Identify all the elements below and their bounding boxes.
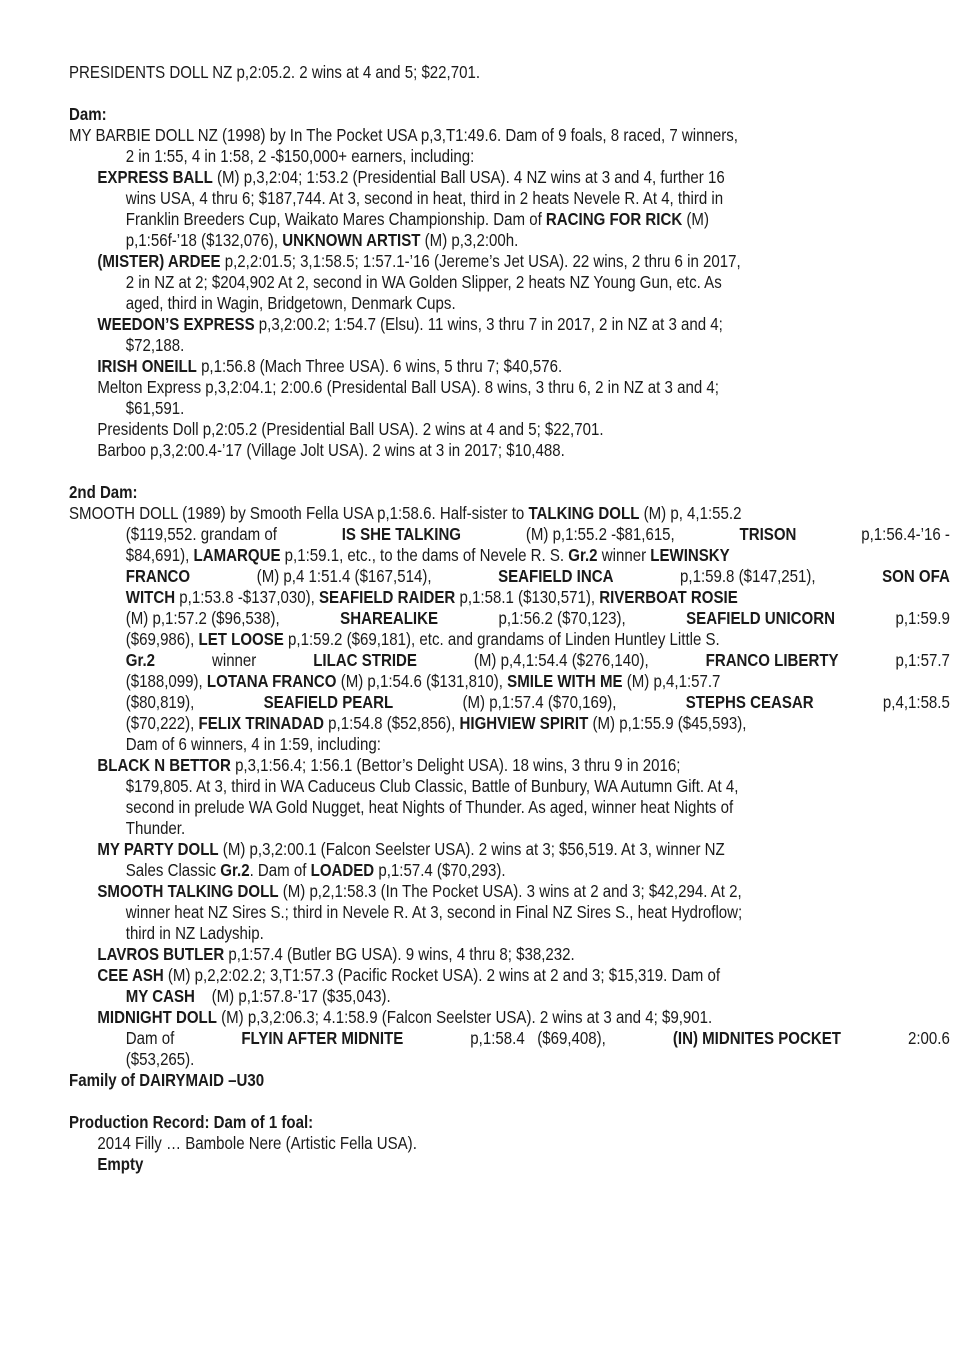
- horse-name: LAVROS BUTLER: [97, 944, 225, 964]
- progeny-melton-express: [69, 377, 893, 419]
- sd-line: ($69,986), LET LOOSE p,1:59.2 ($69,181), etc. and grandams of Linden Huntley Little S.: [125, 629, 720, 649]
- horse-record: p,3,2:00.2; 1:54.7 (Elsu). 11 wins, 3 thru 7 in 2017, 2 in NZ at 3 and 4;: [254, 314, 723, 334]
- horse-record: $179,805. At 3, third in WA Caduceus Club Classic, Battle of Bunbury, WA Autumn Gift. At 4,: [125, 776, 739, 796]
- pedigree-page: [69, 62, 950, 1175]
- progeny-my-party-doll: MY PARTY DOLL (M) p,3,2:00.1 (Falcon Seelster USA). 2 wins at 3; $56,519. At 3, winner NZ Sales Classic Gr.2. Dam of LOADED p,1:57.4 ($70,293).: [97, 839, 725, 880]
- horse-name: LAMARQUE: [193, 545, 281, 565]
- progeny-midnight-doll: MIDNIGHT DOLL (M) p,3,2:06.3; 4.1:58.9 (Falcon Seelster USA). 2 wins at 3 and 4; $9,901. Dam of FLYIN AFTER MIDNITE p,1:58.4 ($69,408), (IN) MIDNITES POCKET 2:00.6 ($53,265).: [69, 1007, 893, 1070]
- horse-name: UNKNOWN ARTIST: [282, 230, 421, 250]
- progeny-weedons-express: [69, 314, 893, 356]
- horse-name: HIGHVIEW SPIRIT: [459, 713, 589, 733]
- horse-record: winner heat NZ Sires S.; third in Nevele R. At 3, second in Final NZ Sires S., heat Hydroflow;: [125, 902, 743, 922]
- sd-line: ($188,099), LOTANA FRANCO (M) p,1:54.6 ($131,810), SMILE WITH ME (M) p,4,1:57.7: [125, 671, 721, 691]
- horse-name: RIVERBOAT ROSIE: [599, 587, 738, 607]
- sd-line: Gr.2 winner LILAC STRIDE (M) p,4,1:54.4 ($276,140), FRANCO LIBERTY p,1:57.7: [125, 650, 950, 670]
- dam-intro: MY BARBIE DOLL NZ (1998) by In The Pocket USA p,3,T1:49.6. Dam of 9 foals, 8 raced, 7 winners,: [69, 125, 738, 145]
- dam-heading: Dam:: [69, 104, 107, 124]
- horse-name: WITCH: [125, 587, 176, 607]
- horse-name: BLACK N BETTOR: [97, 755, 231, 775]
- progeny-cee-ash: [69, 965, 893, 1007]
- horse-name: LEWINSKY: [650, 545, 730, 565]
- horse-name: MY PARTY DOLL: [97, 839, 219, 859]
- horse-record: $61,591.: [125, 398, 185, 418]
- horse-name: MY CASH: [125, 986, 195, 1006]
- sd-line: WITCH p,1:53.8 -$137,030), SEAFIELD RAIDER p,1:58.1 ($130,571), RIVERBOAT ROSIE: [125, 587, 738, 607]
- horse-record: third in NZ Ladyship.: [125, 923, 264, 943]
- horse-record: (M) p,3,2:04; 1:53.2 (Presidential Ball USA). 4 NZ wins at 3 and 4, further 16: [212, 167, 725, 187]
- horse-name: SMOOTH TALKING DOLL: [97, 881, 279, 901]
- horse-name: SEAFIELD INCA: [498, 566, 614, 586]
- horse-name: STEPHS CEASAR: [685, 692, 814, 712]
- production-foal: 2014 Filly … Bambole Nere (Artistic Fella USA).: [97, 1133, 417, 1153]
- horse-name: FRANCO LIBERTY: [705, 650, 839, 670]
- horse-name: LOTANA FRANCO: [206, 671, 337, 691]
- horse-record: ($53,265).: [125, 1049, 195, 1069]
- horse-record: (M) p,3,2:00.1 (Falcon Seelster USA). 2 wins at 3; $56,519. At 3, winner NZ: [218, 839, 725, 859]
- horse-record: (M) p,1:57.8-’17 ($35,043).: [194, 986, 391, 1006]
- horse-name: TRISON: [739, 524, 797, 544]
- horse-name: (MISTER) ARDEE: [97, 251, 221, 271]
- horse-name: RACING FOR RICK: [545, 209, 683, 229]
- progeny-ardee: [69, 251, 893, 314]
- production-status: Empty: [97, 1154, 144, 1174]
- family-line: Family of DAIRYMAID –U30: [69, 1070, 265, 1090]
- horse-record: p,1:57.4 (Butler BG USA). 9 wins, 4 thru 8; $38,232.: [224, 944, 575, 964]
- horse-name: SEAFIELD UNICORN: [686, 608, 835, 628]
- horse-record: p,2,2:01.5; 3,1:58.5; 1:57.1-’16 (Jereme’s Jet USA). 22 wins, 2 thru 6 in 2017,: [220, 251, 741, 271]
- horse-name: CEE ASH: [97, 965, 164, 985]
- horse-record: $72,188.: [125, 335, 185, 355]
- horse-record: second in prelude WA Gold Nugget, heat Nights of Thunder. As aged, winner heat Nights of: [125, 797, 734, 817]
- horse-name: FLYIN AFTER MIDNITE: [241, 1028, 404, 1048]
- horse-record: Melton Express p,3,2:04.1; 2:00.6 (Presidental Ball USA). 8 wins, 3 thru 6, 2 in NZ at 3 and 4;: [97, 377, 719, 397]
- sd-line: FRANCO (M) p,4 1:51.4 ($167,514), SEAFIELD INCA p,1:59.8 ($147,251), SON OFA: [125, 566, 950, 586]
- grade-label: Gr.2: [220, 860, 250, 880]
- horse-record: (M) p,3,2:06.3; 4.1:58.9 (Falcon Seelster USA). 2 wins at 3 and 4; $9,901.: [216, 1007, 713, 1027]
- horse-record: p,1:56f-’18 ($132,076),: [125, 230, 283, 250]
- sd-line: SMOOTH DOLL (1989) by Smooth Fella USA p,1:58.6. Half-sister to TALKING DOLL (M) p, 4,1:55.2: [69, 503, 742, 523]
- horse-name: LILAC STRIDE: [313, 650, 417, 670]
- progeny-lavros-butler: [69, 944, 922, 965]
- grade-label: Gr.2: [568, 545, 598, 565]
- horse-name: IRISH ONEILL: [97, 356, 197, 376]
- horse-name: MIDNIGHT DOLL: [97, 1007, 217, 1027]
- horse-name: LOADED: [310, 860, 375, 880]
- horse-record: (M): [682, 209, 709, 229]
- horse-name: SMILE WITH ME: [507, 671, 623, 691]
- dam-intro-cont: 2 in 1:55, 4 in 1:58, 2 -$150,000+ earners, including:: [125, 146, 475, 166]
- horse-record: (M) p,2,1:58.3 (In The Pocket USA). 3 wins at 2 and 3; $42,294. At 2,: [278, 881, 742, 901]
- sd-line: ($80,819), SEAFIELD PEARL (M) p,1:57.4 ($70,169), STEPHS CEASAR p,4,1:58.5: [125, 692, 950, 712]
- production-heading: Production Record: Dam of 1 foal:: [69, 1112, 314, 1132]
- sd-line: ($70,222), FELIX TRINADAD p,1:54.8 ($52,856), HIGHVIEW SPIRIT (M) p,1:55.9 ($45,593),: [125, 713, 747, 733]
- horse-name: (IN) MIDNITES POCKET: [672, 1028, 841, 1048]
- horse-name: EXPRESS BALL: [97, 167, 213, 187]
- progeny-black-n-bettor: [69, 755, 893, 839]
- horse-name: IS SHE TALKING: [341, 524, 462, 544]
- horse-name: LET LOOSE: [198, 629, 284, 649]
- progeny-barboo: Barboo p,3,2:00.4-’17 (Village Jolt USA). 2 wins at 3 in 2017; $10,488.: [97, 440, 565, 460]
- progeny-express-ball: [69, 167, 893, 251]
- horse-name: SHAREALIKE: [340, 608, 439, 628]
- horse-name: FELIX TRINADAD: [198, 713, 324, 733]
- horse-record: p,1:56.8 (Mach Three USA). 6 wins, 5 thru 7; $40,576.: [196, 356, 563, 376]
- sd-line: ($119,552. grandam of IS SHE TALKING (M) p,1:55.2 -$81,615, TRISON p,1:56.4-’16 -: [125, 524, 950, 544]
- grade-label: Gr.2: [125, 650, 156, 670]
- horse-record: wins USA, 4 thru 6; $187,744. At 3, second in heat, third in 2 heats Nevele R. At 4, third in: [125, 188, 724, 208]
- horse-record: p,3,1:56.4; 1:56.1 (Bettor’s Delight USA). 18 wins, 3 thru 9 in 2016;: [230, 755, 681, 775]
- progeny-irish-oneill: [69, 356, 922, 377]
- sd-line: (M) p,1:57.2 ($96,538), SHAREALIKE p,1:56.2 ($70,123), SEAFIELD UNICORN p,1:59.9: [125, 608, 950, 628]
- horse-name: TALKING DOLL: [528, 503, 640, 523]
- horse-name: FRANCO: [125, 566, 191, 586]
- horse-record: (M) p,3,2:00h.: [420, 230, 519, 250]
- sd-line: Dam of 6 winners, 4 in 1:59, including:: [125, 734, 381, 754]
- horse-record: 2 in NZ at 2; $204,902 At 2, second in WA Golden Slipper, 2 heats NZ Young Gun, etc. As: [125, 272, 722, 292]
- progeny-presidents-doll: Presidents Doll p,2:05.2 (Presidential Ball USA). 2 wins at 4 and 5; $22,701.: [97, 419, 604, 439]
- horse-record: Franklin Breeders Cup, Waikato Mares Championship. Dam of: [125, 209, 546, 229]
- second-dam-heading: 2nd Dam:: [69, 482, 138, 502]
- horse-record: (M) p,2,2:02.2; 3,T1:57.3 (Pacific Rocket USA). 2 wins at 2 and 3; $15,319. Dam of: [163, 965, 721, 985]
- second-dam-paragraph: [69, 503, 950, 755]
- progeny-smooth-talking-doll: [69, 881, 893, 944]
- horse-record: Thunder.: [125, 818, 186, 838]
- horse-name: SEAFIELD RAIDER: [319, 587, 456, 607]
- sd-line: $84,691), LAMARQUE p,1:59.1, etc., to the dams of Nevele R. S. Gr.2 winner LEWINSKY: [125, 545, 730, 565]
- horse-name: SEAFIELD PEARL: [263, 692, 394, 712]
- horse-record: aged, third in Wagin, Bridgetown, Denmark Cups.: [125, 293, 456, 313]
- horse-name: WEEDON’S EXPRESS: [97, 314, 255, 334]
- header-line: PRESIDENTS DOLL NZ p,2:05.2. 2 wins at 4 and 5; $22,701.: [69, 62, 481, 82]
- horse-name: SON OFA: [882, 566, 950, 586]
